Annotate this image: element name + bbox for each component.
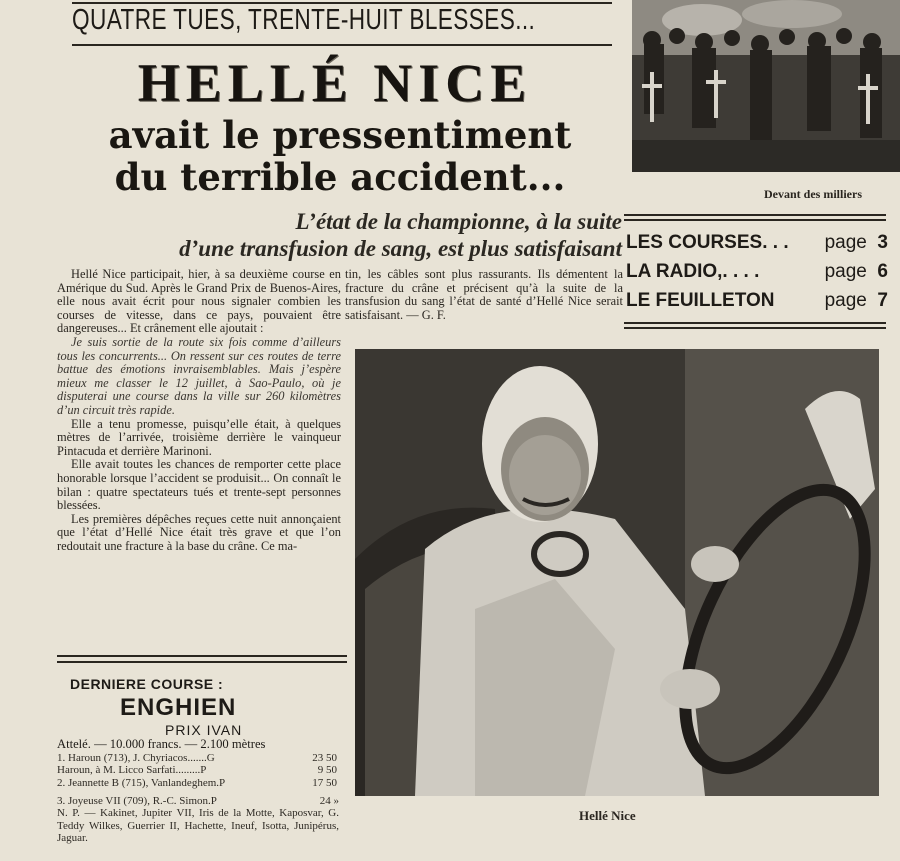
kicker: QUATRE TUES, TRENTE-HUIT BLESSES... <box>72 4 536 36</box>
index-page-label: page <box>824 232 867 253</box>
headline: HELLÉ NICE <box>137 53 533 113</box>
results-line <box>57 777 337 789</box>
index-item-name: LE FEUILLETON <box>626 290 775 311</box>
results-line-odds: 24 » <box>319 795 339 807</box>
article-column-2 <box>345 268 623 322</box>
results-race-name: PRIX IVAN <box>165 722 243 738</box>
results-line-odds: 17 50 <box>312 776 337 789</box>
cemetery-photo-image <box>632 0 900 172</box>
results-footer <box>57 795 339 845</box>
cemetery-photo <box>632 0 900 172</box>
index-rule-top-2 <box>624 219 886 221</box>
results-line <box>57 795 339 807</box>
results-line-text: 2. Jeannette B (715), Vanlandeghem.P <box>57 776 226 789</box>
results-rule <box>57 655 347 657</box>
article-paragraph: Elle avait toutes les chances de remporter cette place honorable lorsque l’accident se produisit... On connaît le bilan : quatre spectateurs tués et trente-sept personnes blessées. <box>57 457 341 513</box>
deck-line: du terrible accident... <box>114 155 566 199</box>
results-rule-2 <box>57 661 347 663</box>
results-track: ENGHIEN <box>120 694 237 721</box>
article-paragraph: Elle a tenu promesse, puisqu’elle était, à quelques mètres de l’arrivée, troisième derrière le vainqueur Pintacuda et derrière Marinoni. <box>57 416 341 458</box>
index-rule-bottom-2 <box>624 327 886 329</box>
index-item-name: LES COURSES <box>626 232 763 253</box>
cemetery-photo-caption: Devant des milliers <box>764 187 862 201</box>
subdeck <box>52 208 622 262</box>
deck <box>60 114 620 198</box>
index-page-number: 7 <box>877 290 888 311</box>
index-page-number: 3 <box>877 232 888 253</box>
article-paragraph: Hellé Nice participait, hier, à sa deuxième course en Amérique du Sud. Après le Grand Prix de Buenos-Aires, elle nous avait écrit pour nous signaler combien les courses de vitesse, dans ce pays, pouvaient être dangereuses... Et crânement elle ajoutait : <box>57 267 341 336</box>
index-page-label: page <box>824 290 867 311</box>
index-item-courses <box>626 232 888 258</box>
results-non-placed: N. P. — Kakinet, Jupiter VII, Iris de la Motte, Kaposvar, G. Teddy Wilkes, Guerrier II, Hachette, Ineuf, Isotta, Junipérus, Jaguar. <box>57 807 339 845</box>
article-quote: Je suis sortie de la route six fois comme d’ailleurs tous les concurrents... On ressent sur ces routes de terre battue des émotions invraisemblables. Mais j’espère mieux me classer le 12 juillet, à Sao-Paulo, où je disputerai une course dans la ville sur 260 kilomètres d’un circuit très rapide. <box>57 334 341 417</box>
results-list <box>57 752 337 789</box>
index-rule-top <box>624 214 886 216</box>
index-item-dots: . . . <box>762 232 789 253</box>
index-item-feuilleton <box>626 290 888 316</box>
results-conditions: Attelé. — 10.000 francs. — 2.100 mètres <box>57 737 266 751</box>
index-rule-bottom <box>624 322 886 324</box>
deck-line: avait le pressentiment <box>108 113 572 157</box>
driver-portrait-photo <box>355 349 879 796</box>
results-line-text: 3. Joyeuse VII (709), R.-C. Simon.P <box>57 795 217 807</box>
results-line-odds: 9 50 <box>317 764 337 777</box>
subdeck-line: L’état de la championne, à la suite <box>295 209 622 234</box>
results-line-text: 1. Haroun (713), J. Chyriacos.......G <box>57 752 215 764</box>
article-paragraph: tin, les câbles sont plus rassurants. Ils démentent la fracture du crâne et précisent qu’à la suite de la transfusion du sang l’état de santé d’Hellé Nice serait satisfaisant. — G. F. <box>345 267 623 322</box>
index-item-name: LA RADIO, <box>626 261 723 282</box>
index-page-label: page <box>824 261 867 282</box>
article-paragraph: Les premières dépêches reçues cette nuit annonçaient que l’état d’Hellé Nice était très grave et que l’on redoutait une fracture à la base du crâne. Ce ma- <box>57 511 341 553</box>
index-page-number: 6 <box>877 261 888 282</box>
index-item-radio <box>626 261 888 287</box>
article-column-1 <box>57 268 341 553</box>
results-heading: DERNIERE COURSE : <box>70 676 224 692</box>
kicker-rule-bottom <box>72 44 612 46</box>
results-line-odds: 23 50 <box>312 752 337 764</box>
driver-portrait-image <box>355 349 879 796</box>
driver-photo-caption: Hellé Nice <box>579 808 636 823</box>
results-line-text: Haroun, à M. Licco Sarfati.........P <box>57 764 207 777</box>
results-line <box>57 752 337 764</box>
results-line <box>57 764 337 776</box>
index-item-dots: . . . . <box>722 261 760 282</box>
subdeck-line: d’une transfusion de sang, est plus satisfaisant <box>179 236 622 261</box>
